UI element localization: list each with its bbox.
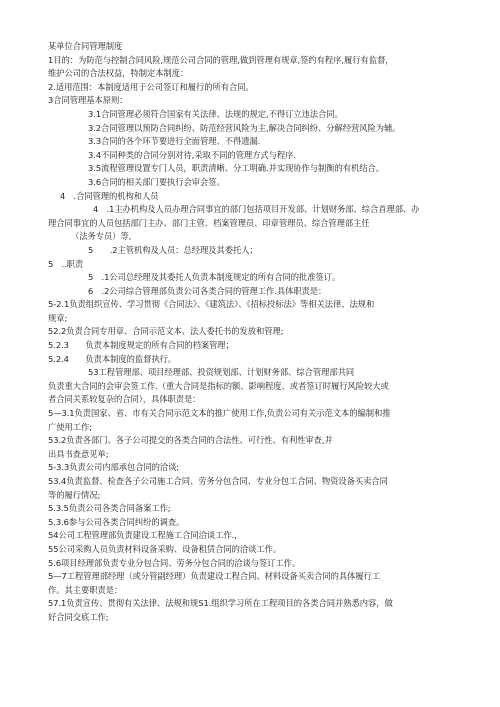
text-line: 53.2负责各部门、各子公司提交的各类合同的合法性、可行性、有利性审查,并 xyxy=(48,435,333,446)
text-line: 5-3.3负责公司内部承包合同的洽谈; xyxy=(48,462,180,473)
text-line: 5.3.5负责公司各类合同备案工作; xyxy=(48,503,171,514)
text-line: 3.1合同管理必须符合国家有关法律、法规的规定,不得订立违法合同。 xyxy=(88,108,343,119)
text-line: 3.3合同的各个环节要进行全面管理、不得遗漏. xyxy=(88,136,261,147)
text-line: 好合同交底工作; xyxy=(48,611,109,622)
text-line: 5.2.4 负责本制度的监督执行。 xyxy=(48,353,177,364)
text-line: 等的履行情况; xyxy=(48,489,101,500)
text-line: 3.4不同种类的合同分别对待,采取不同的管理方式与程序. xyxy=(88,149,296,160)
text-line: 3.2合同管理以预防合同纠纷、防范经营风险为主,解决合同纠纷、分解经营风险为辅。 xyxy=(88,122,401,133)
text-line: 54公司工程管理部负责建设工程施工合同洽谈工作., xyxy=(48,530,237,541)
text-line: 5 ..职责 xyxy=(48,258,84,269)
text-line: 52.2负责合同专用章、合同示范文本、法人委托书的发放和管理; xyxy=(48,326,284,337)
text-line: 作。其主要职责是： xyxy=(48,584,123,595)
text-line: 4 .合同管理的机构和人员 xyxy=(60,190,159,201)
text-line: 者合同关系较复杂的合同），具体职责是： xyxy=(48,394,201,405)
text-line: 1目的：为防范与控制合同风险,规范公司合同的管理,做到管理有规章,签约有程序,履行有监督， xyxy=(48,54,394,65)
text-line: 4 .1主办机构及人员办理合同事宜的部门包括项目开发部、计划财务部、综合首理部、办 xyxy=(93,204,420,215)
text-line: 5-2.1负责组织宣传、学习贯彻《合同法》、《建筑法》、《招标投标法》等相关法律、法规和 xyxy=(48,299,375,310)
text-line: 57.1负责宣传、贯彻有关法律、法规和规S1.组织学习所在工程项目的各类合同并熟悉内容，做 xyxy=(48,598,393,609)
text-line: 3合同管理基本原则： xyxy=(48,95,128,106)
text-line: 53.4负责监督、检查各子公司施工合同、劳务分包合同、专业分包工合同、物资设备买卖合同 xyxy=(48,476,388,486)
text-line: 出具书查意见单; xyxy=(48,448,109,459)
text-line: 5.6项目经理部负责专业分包合同、劳务分包合同的洽谈与签订工作。 xyxy=(48,557,301,568)
text-line: 维护公司的合法权益，特制定本制度： xyxy=(48,68,189,79)
text-line: 负责重大合同的会审会签工作.（重大合同是指标的额、影响程度、或者签订时履行风险较大或 xyxy=(48,380,389,391)
text-line: 理合同事宜的人员包括部门主办、部门主管、档案管理员、印章管理员、综合管理部主任 xyxy=(48,217,370,228)
text-line: 5 .1公司总经理及其委托人负责本制度规定的所有合同的批准签订。 xyxy=(88,272,341,283)
text-line: 5—7工程管理部经理（或分管副经理）负责建设工程合同、材料设备买卖合同的具体履行工 xyxy=(48,571,381,582)
text-line: 广使用工作; xyxy=(48,421,92,432)
text-line: 6 .2公司综合管理部负责公司各类合同的管理工作.具体职责是： xyxy=(88,285,327,296)
text-line: 53工程管理部、项目经理部、投资规划部、计划财务部、综合管理部共同 xyxy=(88,367,355,378)
text-line: 5 .2主管机构及人员：总经理及其委托人； xyxy=(88,244,258,255)
text-line: 55公司采购人员负责材料设备采购、设备租赁合同的洽谈工作。 xyxy=(48,543,282,554)
text-line: 5.2.3 负责本制度规定的所有合同的档案管理； xyxy=(48,340,234,351)
text-line: 3.5流程管理设置专门人员，职责清晰、分工明确.并实现协作与制衡的有机结合。 xyxy=(88,163,385,174)
text-line: 5—3.1负责国家、省、市有关合同示范文本的推广使用工作,负责公司有关示范文本的编制和推 xyxy=(48,408,391,419)
text-line: 2.适用范围：本制度适用于公司签订和履行的所有合同。 xyxy=(48,81,254,92)
text-line: 3.6合同的相关部门要执行会审会签。 xyxy=(88,176,225,187)
document-body xyxy=(0,40,500,625)
text-line: 5.3.6参与公司各类合同纠纷的调查。 xyxy=(48,516,185,527)
text-line: 规章; xyxy=(48,312,68,323)
text-line: （法务专员）等, xyxy=(71,231,132,242)
document-title: 某单位合同管理制度 xyxy=(48,41,123,51)
